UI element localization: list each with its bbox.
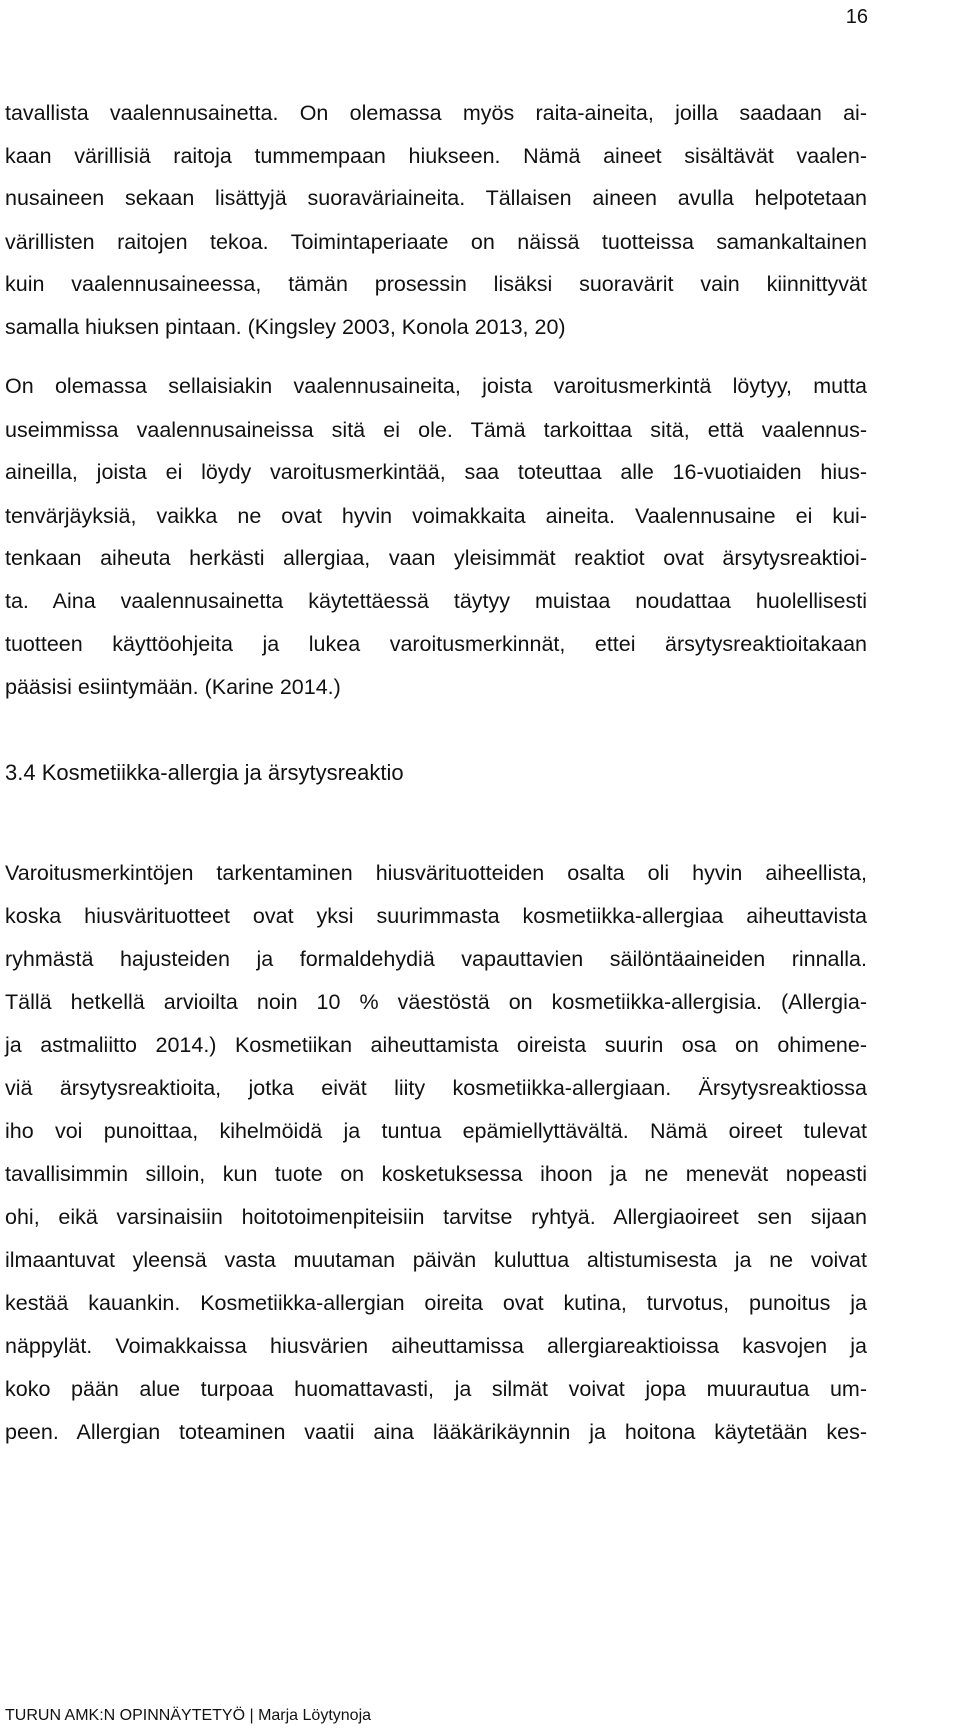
section-heading: 3.4 Kosmetiikka-allergia ja ärsytysreaktio [5, 760, 404, 785]
text-line: tenvärjäyksiä, vaikka ne ovat hyvin voimakkaita aineita. Vaalennusaine ei kui- [5, 504, 867, 528]
text-line: Tällä hetkellä arvioilta noin 10 % väestöstä on kosmetiikka-allergisia. (Allergia- [5, 990, 867, 1014]
text-line: kuin vaalennusaineessa, tämän prosessin lisäksi suoravärit vain kiinnittyvät [5, 272, 867, 296]
text-line: näppylät. Voimakkaissa hiusvärien aiheuttamissa allergiareaktioissa kasvojen ja [5, 1334, 867, 1358]
text-line: ryhmästä hajusteiden ja formaldehydiä vapauttavien säilöntäaineiden rinnalla. [5, 947, 867, 971]
text-line: Varoitusmerkintöjen tarkentaminen hiusvärituotteiden osalta oli hyvin aiheellista, [5, 861, 867, 885]
page-number: 16 [845, 6, 868, 28]
text-line: pääsisi esiintymään. (Karine 2014.) [5, 675, 341, 699]
text-line: viä ärsytysreaktioita, jotka eivät liity kosmetiikka-allergiaan. Ärsytysreaktiossa [5, 1076, 867, 1100]
text-line: tuotteen käyttöohjeita ja lukea varoitusmerkinnät, ettei ärsytysreaktioitakaan [5, 632, 867, 656]
text-line: tenkaan aiheuta herkästi allergiaa, vaan yleisimmät reaktiot ovat ärsytysreaktioi- [5, 546, 867, 570]
text-line: aineilla, joista ei löydy varoitusmerkintää, saa toteuttaa alle 16-vuotiaiden hius- [5, 460, 867, 484]
text-line: samalla hiuksen pintaan. (Kingsley 2003, Konola 2013, 20) [5, 315, 566, 339]
text-line: tavallisimmin silloin, kun tuote on kosketuksessa ihoon ja ne menevät nopeasti [5, 1162, 867, 1186]
text-line: koko pään alue turpoaa huomattavasti, ja silmät voivat jopa muurautua um- [5, 1377, 867, 1401]
text-line: useimmissa vaalennusaineissa sitä ei ole. Tämä tarkoittaa sitä, että vaalennus- [5, 418, 867, 442]
text-line: iho voi punoittaa, kihelmöidä ja tuntua epämiellyttävältä. Nämä oireet tulevat [5, 1119, 867, 1143]
text-line: ta. Aina vaalennusainetta käytettäessä täytyy muistaa noudattaa huolellisesti [5, 589, 867, 613]
text-line: kaan värillisiä raitoja tummempaan hiukseen. Nämä aineet sisältävät vaalen- [5, 144, 867, 168]
text-line: värillisten raitojen tekoa. Toimintaperiaate on näissä tuotteissa samankaltainen [5, 230, 867, 254]
text-line: On olemassa sellaisiakin vaalennusaineita, joista varoitusmerkintä löytyy, mutta [5, 374, 867, 398]
text-line: peen. Allergian toteaminen vaatii aina lääkärikäynnin ja hoitona käytetään kes- [5, 1420, 867, 1444]
footer: TURUN AMK:N OPINNÄYTETYÖ | Marja Löytynoja [5, 1707, 372, 1724]
text-line: ilmaantuvat yleensä vasta muutaman päivän kuluttua altistumisesta ja ne voivat [5, 1248, 867, 1272]
text-line: kestää kauankin. Kosmetiikka-allergian oireita ovat kutina, turvotus, punoitus ja [5, 1291, 867, 1315]
text-line: koska hiusvärituotteet ovat yksi suurimmasta kosmetiikka-allergiaa aiheuttavista [5, 904, 867, 928]
text-line: ja astmaliitto 2014.) Kosmetiikan aiheuttamista oireista suurin osa on ohimene- [5, 1033, 867, 1057]
text-line: tavallista vaalennusainetta. On olemassa myös raita-aineita, joilla saadaan ai- [5, 101, 867, 125]
text-line: nusaineen sekaan lisättyjä suoraväriaineita. Tällaisen aineen avulla helpotetaan [5, 186, 867, 210]
text-line: ohi, eikä varsinaisiin hoitotoimenpiteisiin tarvitse ryhtyä. Allergiaoireet sen sijaan [5, 1205, 867, 1229]
